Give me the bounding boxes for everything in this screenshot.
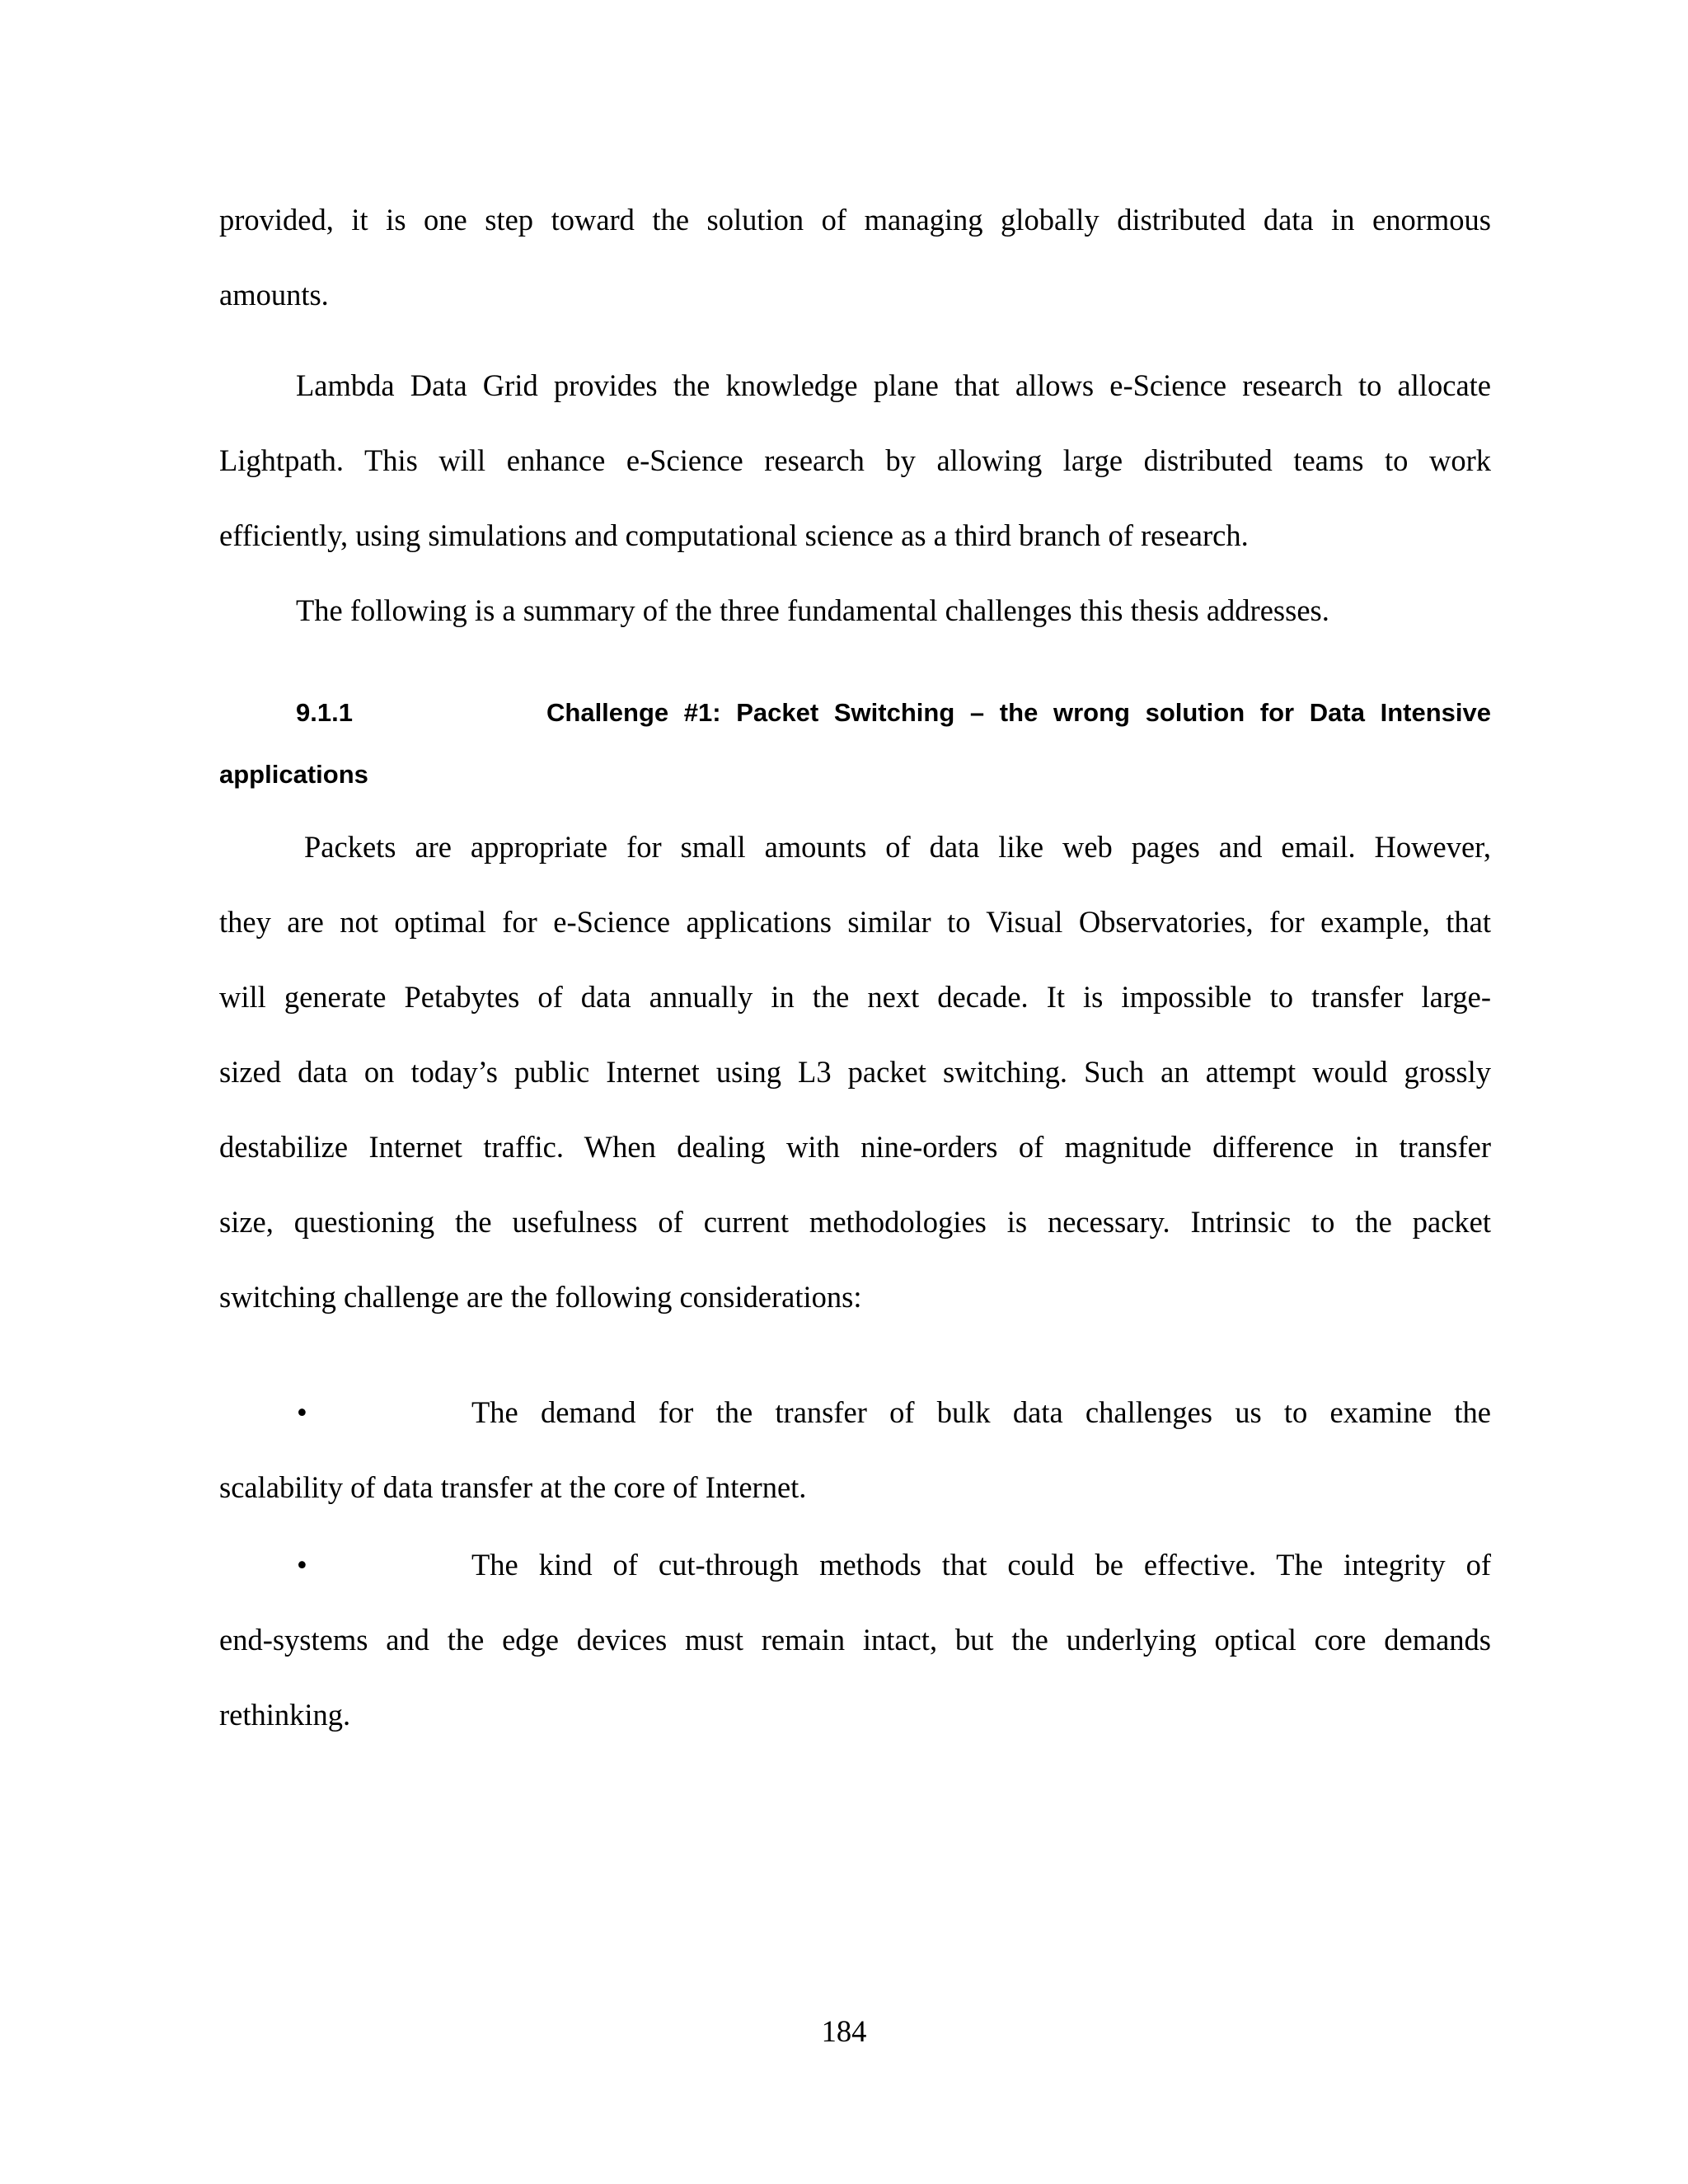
paragraph-line: Packets are appropriate for small amounts of data like web pages and email. However, — [304, 830, 1491, 864]
paragraph-line: amounts. — [219, 278, 329, 312]
bullet-line: The demand for the transfer of bulk data challenges us to examine the — [471, 1395, 1491, 1429]
bullet-icon: • — [297, 1395, 307, 1429]
paragraph-line: size, questioning the usefulness of current methodologies is necessary. Intrinsic to the packet — [219, 1205, 1491, 1239]
bullet-icon: • — [297, 1548, 307, 1582]
paragraph-line: they are not optimal for e-Science applications similar to Visual Observatories, for example, that — [219, 905, 1491, 939]
bullet-line: end-systems and the edge devices must remain intact, but the underlying optical core demands — [219, 1623, 1491, 1657]
paragraph-line: Lightpath. This will enhance e-Science research by allowing large distributed teams to work — [219, 443, 1491, 477]
paragraph-line: will generate Petabytes of data annually in the next decade. It is impossible to transfer large- — [219, 980, 1491, 1014]
paragraph-line: Lambda Data Grid provides the knowledge plane that allows e-Science research to allocate — [296, 368, 1491, 402]
paragraph-line: switching challenge are the following considerations: — [219, 1280, 862, 1314]
paragraph-line: sized data on today’s public Internet using L3 packet switching. Such an attempt would grossly — [219, 1055, 1491, 1089]
bullet-line: rethinking. — [219, 1698, 351, 1732]
paragraph-line: efficiently, using simulations and computational science as a third branch of research. — [219, 518, 1249, 552]
page-number: 184 — [821, 2014, 867, 2048]
bullet-line: scalability of data transfer at the core of Internet. — [219, 1470, 807, 1504]
bullet-line: The kind of cut-through methods that could be effective. The integrity of — [471, 1548, 1491, 1582]
paragraph-line: destabilize Internet traffic. When dealing with nine-orders of magnitude difference in transfer — [219, 1130, 1491, 1164]
paragraph-line: provided, it is one step toward the solution of managing globally distributed data in enormous — [219, 203, 1491, 237]
section-title: Challenge #1: Packet Switching – the wrong solution for Data Intensive — [546, 698, 1491, 727]
section-number: 9.1.1 — [296, 698, 353, 727]
section-title-continued: applications — [219, 760, 368, 789]
paragraph-line: The following is a summary of the three fundamental challenges this thesis addresses. — [296, 593, 1329, 627]
